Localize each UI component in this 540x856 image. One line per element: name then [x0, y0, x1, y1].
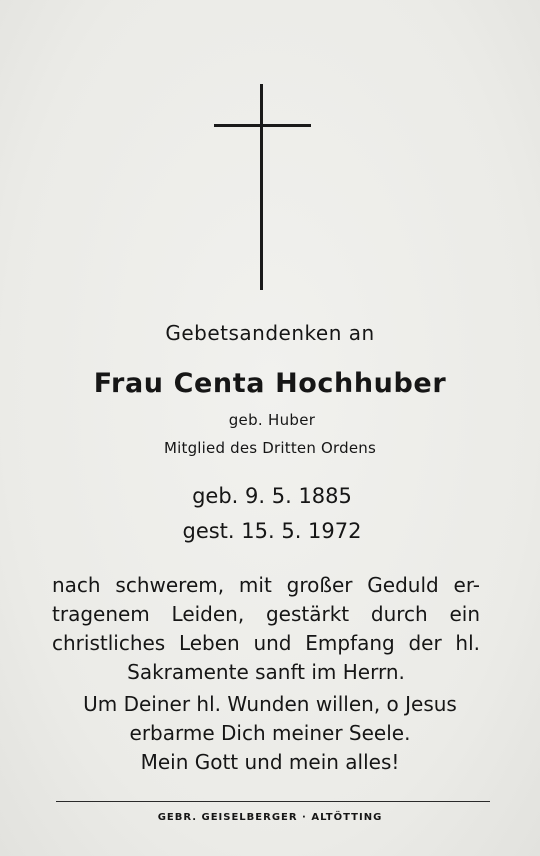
- death-date: gest. 15. 5. 1972: [182, 519, 362, 543]
- cross-horizontal-bar: [214, 124, 311, 127]
- prayer-line: Mein Gott und mein alles!: [140, 750, 400, 774]
- paragraph-line: nach schwerem, mit großer Geduld er-: [52, 573, 480, 597]
- paragraph-line: Sakramente sanft im Herrn.: [127, 660, 405, 684]
- memorial-paragraph: [52, 571, 480, 687]
- membership-text: Mitglied des Dritten Ordens: [163, 439, 377, 457]
- prayer-text: [0, 690, 540, 777]
- paragraph-line: christliches Leben und Empfang der hl.: [52, 631, 480, 655]
- prayer-line: Um Deiner hl. Wunden willen, o Jesus: [83, 692, 457, 716]
- birth-date: geb. 9. 5. 1885: [192, 484, 352, 508]
- printer-imprint: GEBR. GEISELBERGER · ALTÖTTING: [157, 812, 383, 823]
- prayer-line: erbarme Dich meiner Seele.: [129, 721, 411, 745]
- cross-vertical-bar: [260, 84, 263, 290]
- intro-text: Gebetsandenken an: [165, 321, 375, 345]
- deceased-name: Frau Centa Hochhuber: [93, 368, 447, 399]
- divider-rule: [56, 801, 490, 802]
- paragraph-line: tragenem Leiden, gestärkt durch ein: [52, 602, 480, 626]
- maiden-name: geb. Huber: [228, 411, 316, 429]
